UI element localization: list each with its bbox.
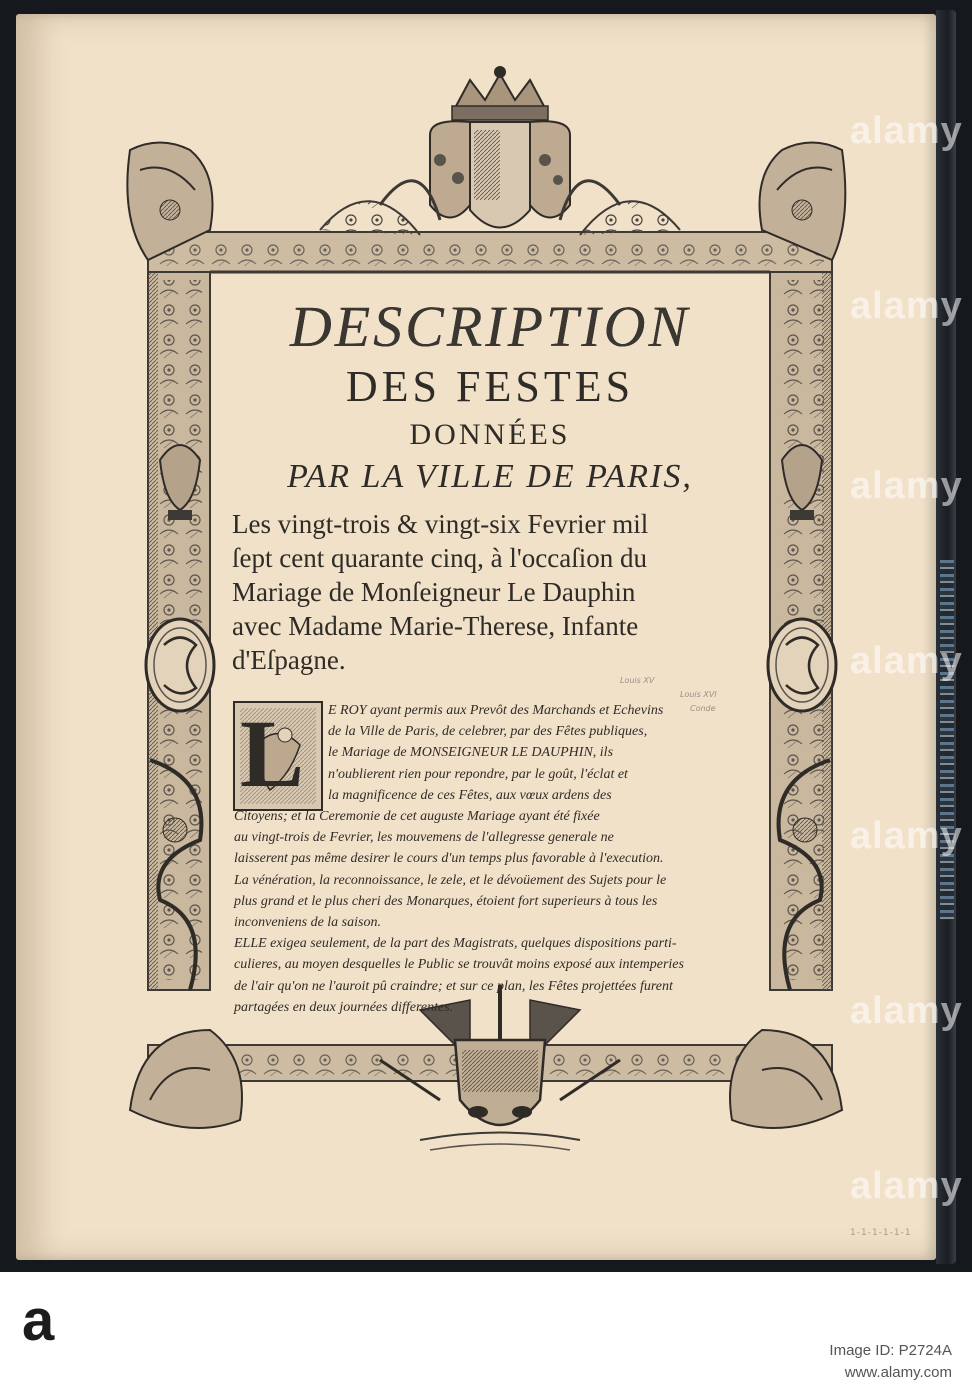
body-line: La vénération, la reconnoissance, le zele, et le dévoüement des Sujets pour le (234, 872, 667, 888)
subtitle-line: d'Eſpagne. (232, 645, 346, 675)
bottom-left-corner-ornament (130, 1030, 242, 1128)
stock-footer (0, 1272, 972, 1390)
subtitle (232, 507, 772, 677)
body-line: la magnificence de ces Fêtes, aux vœux ardens des (328, 787, 612, 803)
body-line: laisserent pas même desirer le cours d'un temps plus favorable à l'execution. (234, 851, 664, 867)
body-line: au vingt-trois de Fevrier, les mouvemens de l'allegresse generale ne (234, 830, 614, 846)
watermark: alamy (850, 815, 963, 857)
body-line: culieres, au moyen desquelles le Public se trouvât moins exposé aux intemperies (234, 957, 684, 973)
site-url: www.alamy.com (844, 1364, 952, 1381)
left-monogram-medallion (146, 619, 214, 711)
body-line: de l'air qu'on ne l'auroit pû craindre; et sur ce plan, les Fêtes projettées furent (234, 978, 673, 994)
watermark: alamy (850, 990, 963, 1032)
title-block (210, 295, 770, 499)
crest-crown (320, 66, 680, 235)
body-line: de la Ville de Paris, de celebrer, par des Fêtes publiques, (328, 724, 648, 740)
body-line: n'oublierent rien pour repondre, par le goût, l'éclat et (328, 766, 628, 782)
subtitle-line: Les vingt-trois & vingt-six Fevrier mil (232, 509, 649, 539)
subtitle-line: ſept cent quarante cinq, à l'occaſion du (232, 543, 647, 573)
dropcap-letter: L (240, 700, 305, 807)
title-line-1: DESCRIPTION (289, 294, 691, 359)
body-line: Citoyens; et la Ceremonie de cet auguste Mariage ayant été fixée (234, 809, 600, 825)
body-line: plus grand et le plus cheri des Monarques, étoient fort superieurs à tous les (234, 893, 658, 909)
alamy-logo-icon: a (22, 1288, 55, 1353)
title-line-4: PAR LA VILLE DE PARIS, (287, 458, 693, 495)
top-band (148, 232, 832, 272)
subtitle-line: Mariage de Monſeigneur Le Dauphin (232, 577, 636, 607)
subtitle-line: avec Madame Marie-Therese, Infante (232, 611, 639, 641)
title-line-2: DES FESTES (345, 362, 635, 411)
body-text (234, 700, 774, 1018)
page-mark: 1-1-1-1-1-1 (850, 1228, 912, 1238)
watermark: alamy (850, 285, 963, 327)
handwritten-note: Louis XV (620, 676, 655, 685)
image-id: Image ID: P2724A (829, 1342, 952, 1359)
handwritten-note: Conde (690, 704, 716, 713)
watermark: alamy (850, 465, 963, 507)
body-line: partagées en deux journées differentes. (234, 999, 454, 1015)
watermark: alamy (850, 1165, 963, 1207)
title-line-3: DONNÉES (409, 418, 571, 451)
handwritten-note: Louis XVI (680, 690, 717, 699)
body-line: ELLE exigea seulement, de la part des Magistrats, quelques dispositions parti- (234, 936, 677, 952)
right-monogram-medallion (768, 619, 836, 711)
footer-info (829, 1340, 952, 1384)
body-line: le Mariage de MONSEIGNEUR LE DAUPHIN, ils (328, 745, 614, 761)
watermark: alamy (850, 110, 963, 152)
body-line: inconveniens de la saison. (234, 915, 381, 931)
watermark: alamy (850, 640, 963, 682)
body-line: E ROY ayant permis aux Prevôt des Marchands et Echevins (328, 703, 664, 718)
